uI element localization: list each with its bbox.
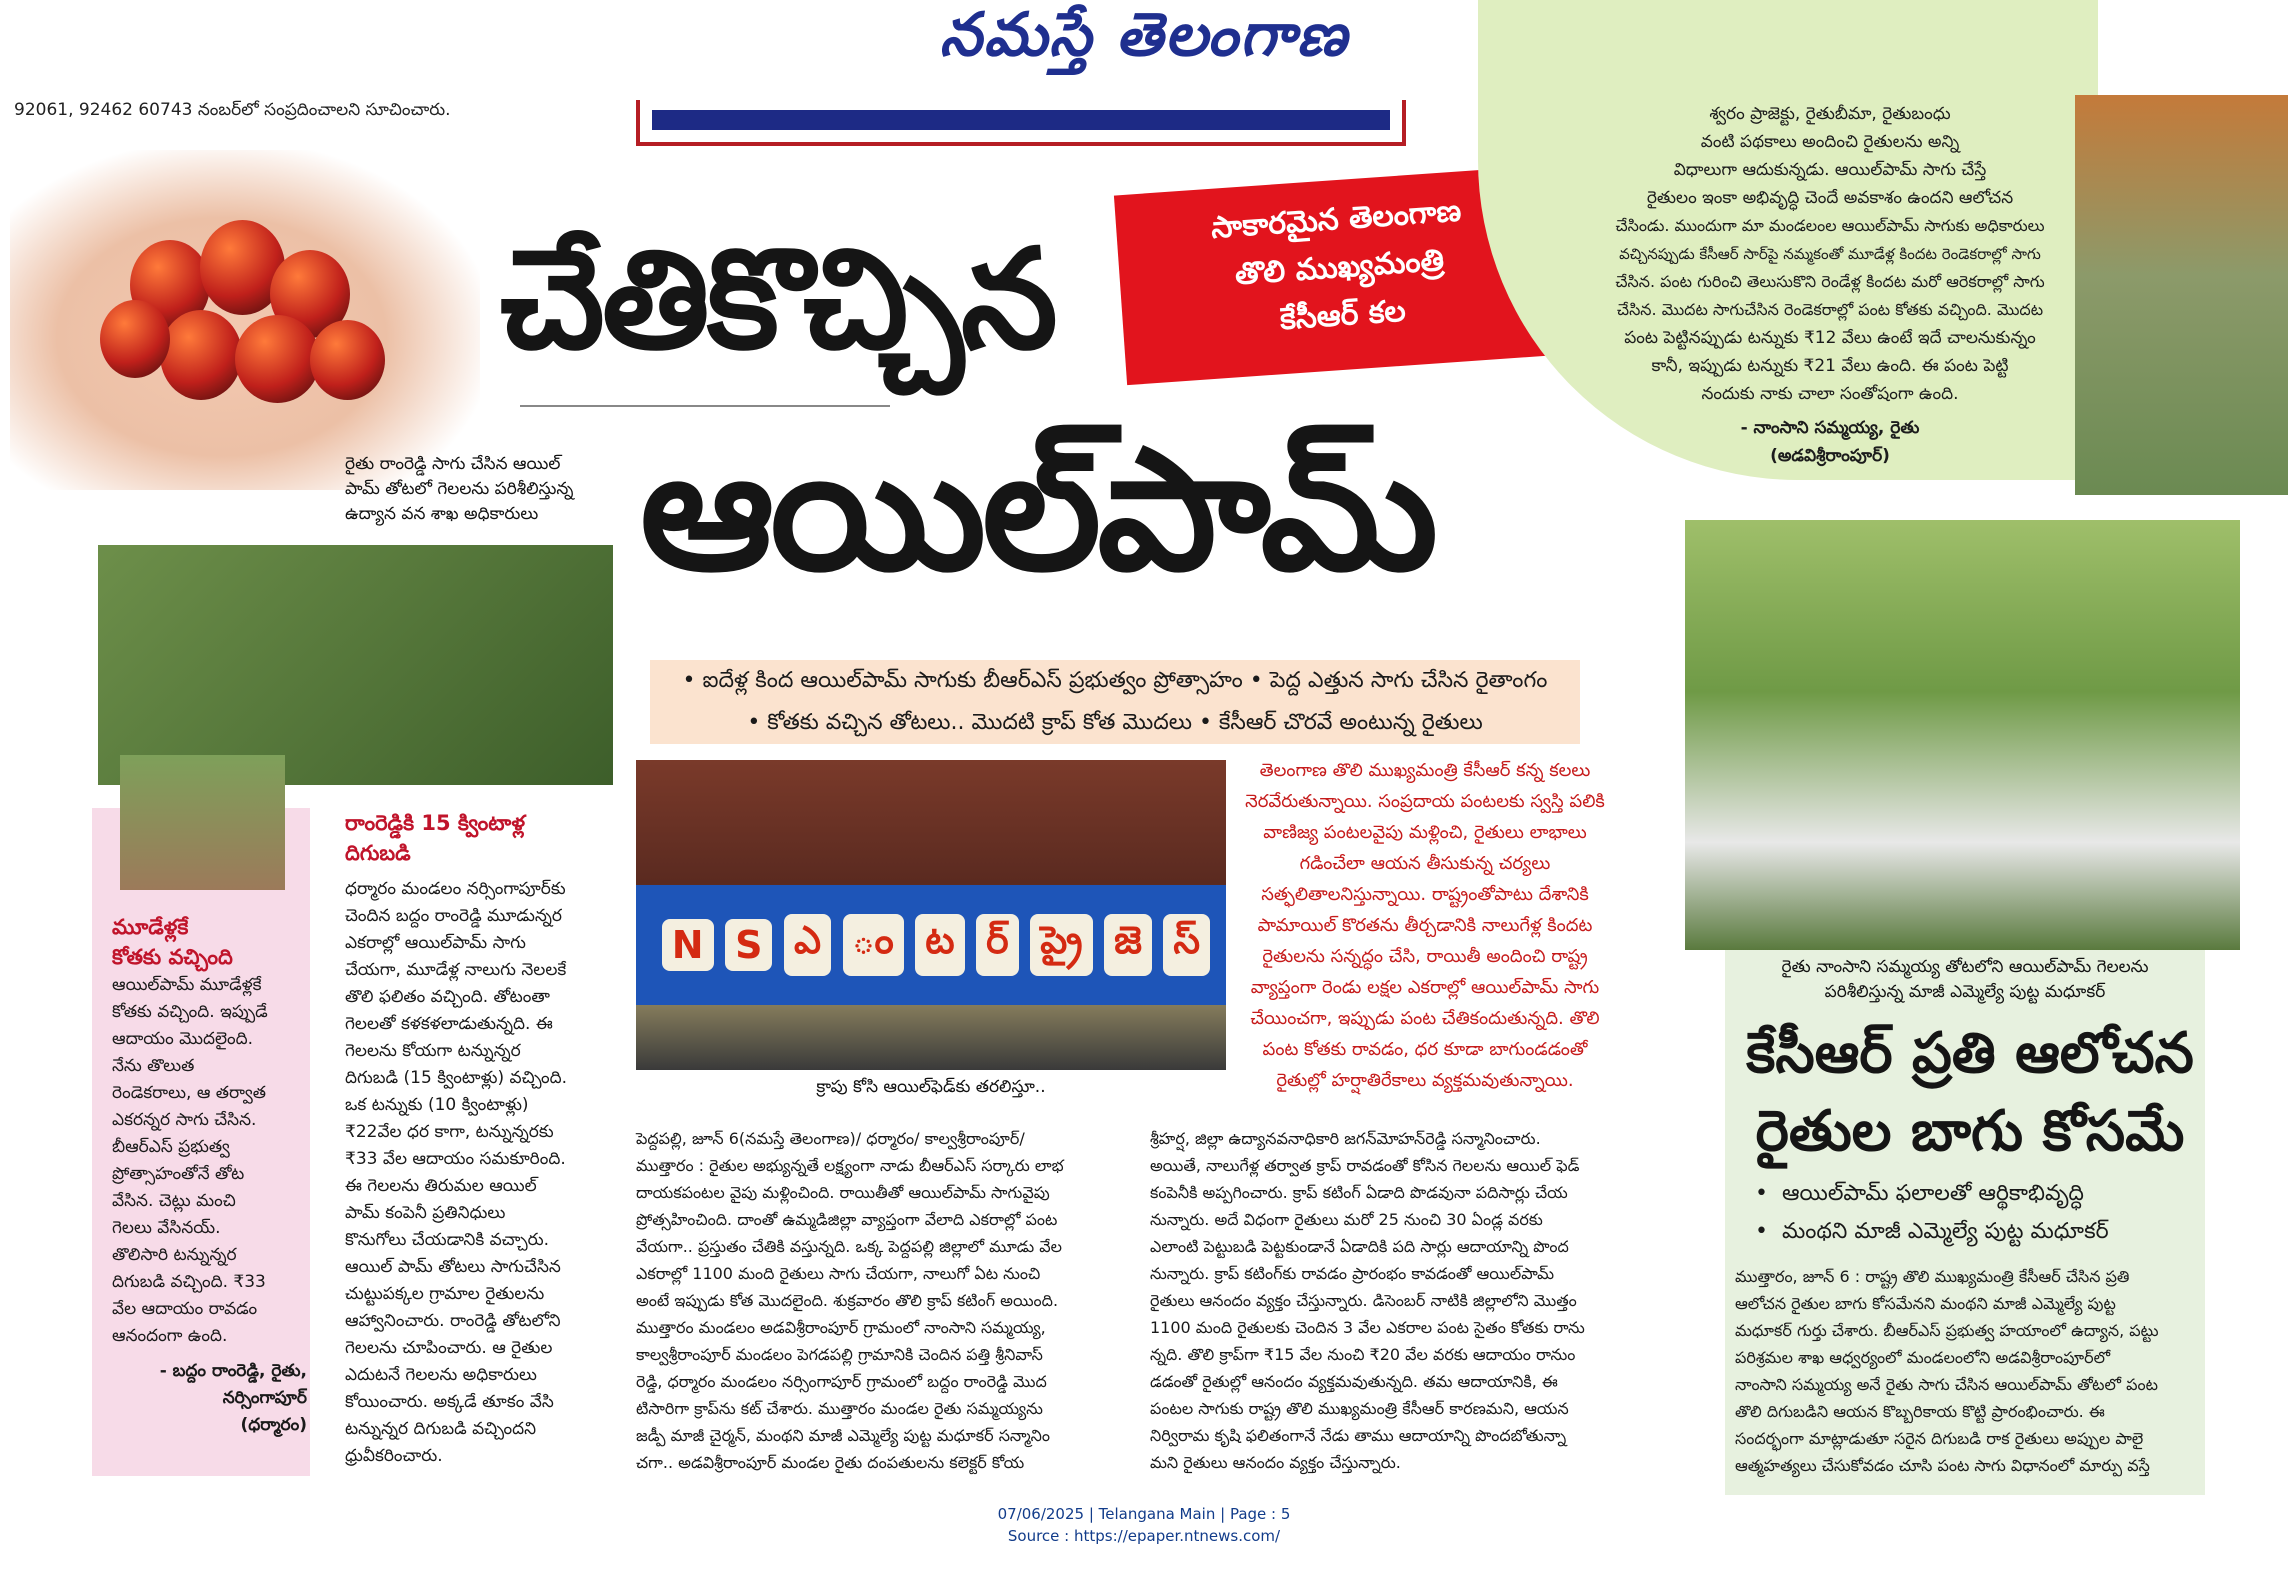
intro-line: చేయించగా, ఇప్పుడు పంట చేతికందుతున్నది. తొలి xyxy=(1250,1008,1600,1029)
body-line: ఆత్మహత్యలు చేసుకోవడం చూసి పంట సాగు విధానంలో మార్పు వస్తే xyxy=(1735,1456,2150,1475)
sidebar-line: బీఆర్‌ఎస్ ప్రభుత్వ xyxy=(112,1137,230,1157)
sidebar-line: వేల ఆదాయం రావడం xyxy=(112,1299,258,1319)
story-line: కొనుగోలు చేయడానికి వచ్చారు. xyxy=(345,1230,550,1250)
truck-letter: ట xyxy=(915,914,964,976)
quote-line: శ్వరం ప్రాజెక్టు, రైతుబీమా, రైతుబంధు xyxy=(1709,104,1951,124)
truck-letter: ం xyxy=(843,914,904,976)
sidebar-heading: మూడేళ్లకే xyxy=(112,915,189,939)
body-line: ముత్తారం, జూన్ 6 : రాష్ట్ర తొలి ముఖ్యమంత్రి కేసీఆర్ చేసిన ప్రతి xyxy=(1735,1267,2130,1286)
caption-line: రైతు రాంరెడ్డి సాగు చేసిన ఆయిల్ xyxy=(345,454,561,474)
main-story-col1 xyxy=(636,1125,1126,1476)
body-line: అయితే, నాలుగేళ్ల తర్వాత క్రాప్ రావడంతో కోసిన గెలలను ఆయిల్ ఫెడ్ xyxy=(1150,1156,1580,1175)
body-line: నున్నారు. క్రాప్ కటింగ్‌కు రావడం ప్రారంభం కావడంతో ఆయిల్‌పామ్ xyxy=(1150,1264,1555,1283)
sidebar-attribution: - బద్దం రాంరెడ్డి, రైతు, xyxy=(159,1361,307,1381)
summary-pill-1: • ఐదేళ్ల కింద ఆయిల్‌పామ్ సాగుకు బీఆర్‌ఎస్ ప్రభుత్వం ప్రోత్సాహం • పెద్ద ఎత్తున సాగు చేసిన రైతాంగం xyxy=(650,660,1580,702)
quote-line: చేసిన. పంట గురించి తెలుసుకొని రెండేళ్ల కిందట మరో ఆరెకరాల్లో సాగు xyxy=(1615,272,2045,291)
sidebar-content xyxy=(112,912,307,1439)
story-heading: రాంరెడ్డికి 15 క్వింటాళ్ల xyxy=(345,811,526,835)
quote-attribution: - నాంసాని సమ్మయ్య, రైతు xyxy=(1740,418,1920,438)
quote-line: వచ్చినప్పుడు కేసీఆర్ సార్‌పై నమ్మకంతో మూడేళ్ల కిందట రెండెకరాల్లో సాగు xyxy=(1619,245,2041,263)
body-line: జడ్పీ మాజీ చైర్మన్, మంథని మాజీ ఎమ్మెల్యే పుట్ట మధూకర్ సన్మానిం xyxy=(636,1426,1050,1445)
bullet-item xyxy=(1755,1213,2195,1251)
body-line: 1100 మంది రైతులకు చెందిన 3 వేల ఎకరాల పంట సైతం కోతకు రాను xyxy=(1150,1318,1585,1337)
intro-line: వ్యాప్తంగా రెండు లక్షల ఎకరాల్లో ఆయిల్‌పామ్ సాగు xyxy=(1250,977,1600,998)
headline-line1: చేతికొచ్చిన xyxy=(500,219,1055,380)
bullet-item xyxy=(1755,1175,2195,1213)
story-line: ₹22వేల ధర కాగా, టన్నున్నరకు xyxy=(345,1122,554,1142)
story-line: గెలలతో కళకళలాడుతున్నది. ఈ xyxy=(345,1014,553,1034)
story-line: దిగుబడి (15 క్వింటాళ్లు) వచ్చింది. xyxy=(345,1068,568,1088)
quote-line: నందుకు నాకు చాలా సంతోషంగా ఉంది. xyxy=(1701,384,1959,404)
story-line: ఎకరాల్లో ఆయిల్‌పామ్ సాగు xyxy=(345,933,526,953)
bullet-dot-icon: • xyxy=(1755,1219,1782,1244)
story-line: ఒక టన్నుకు (10 క్వింటాళ్లు) xyxy=(345,1095,529,1115)
farmer-quote-text xyxy=(1570,100,2090,470)
story-line: ఎదుటనే గెలలను అధికారులు xyxy=(345,1365,537,1385)
banner-line-2: తొలి ముఖ్యమంత్రి xyxy=(1233,242,1446,293)
sidebar-line: ఆయిల్‌పామ్ మూడేళ్లకే xyxy=(112,975,262,995)
body-line: పెద్దపల్లి, జూన్ 6(నమస్తే తెలంగాణ)/ ధర్మారం/ కాల్వశ్రీరాంపూర్/ xyxy=(636,1129,1025,1148)
story-line: ధర్మారం మండలం నర్సింగాపూర్‌కు xyxy=(345,879,566,899)
body-line: మధూకర్ గుర్తు చేశారు. బీఆర్‌ఎస్ ప్రభుత్వ హయాంలో ఉద్యాన, పట్టు xyxy=(1735,1321,2159,1340)
truck-letter: ఎ xyxy=(784,914,831,976)
truck-lettering xyxy=(656,910,1216,980)
body-line: సందర్భంగా మాట్లాడుతూ సరైన దిగుబడి రాక రైతులు అప్పుల పాలై xyxy=(1735,1429,2144,1448)
body-line: కాల్వశ్రీరాంపూర్ మండలం పెగడపల్లి గ్రామానికి చెందిన పత్తి శ్రీనివాస్ xyxy=(636,1345,1043,1364)
header-rule xyxy=(636,100,1406,146)
body-line: న్నది. తొలి క్రాప్‌గా ₹15 వేల నుంచి ₹20 వేల వరకు ఆదాయం రానుం xyxy=(1150,1345,1576,1364)
story-line: గెలలను చూపించారు. ఆ రైతుల xyxy=(345,1338,553,1358)
story-line: చెందిన బద్దం రాంరెడ్డి మూడున్నర xyxy=(345,906,562,926)
quote-place: (అడవిశ్రీరాంపూర్) xyxy=(1770,446,1890,466)
caption-line: పరిశీలిస్తున్న మాజీ ఎమ్మెల్యే పుట్ట మధూకర్ xyxy=(1824,982,2106,1002)
story-line: ఆయిల్ పామ్ తోటలు సాగుచేసిన xyxy=(345,1257,561,1277)
body-line: నిర్విరామ కృషి ఫలితంగానే నేడు తాము ఆదాయాన్ని పొందబోతున్నా xyxy=(1150,1426,1567,1445)
palm-fruit-photo xyxy=(10,150,480,490)
right-photo-caption xyxy=(1725,955,2205,1005)
sidebar-line: ఆనందంగా ఉంది. xyxy=(112,1326,228,1346)
body-line: తొలి దిగుబడిని ఆయన కొబ్బరికాయ కొట్టి ప్రారంభించారు. ఈ xyxy=(1735,1402,2105,1421)
red-intro xyxy=(1240,755,1610,1096)
story-line: చేయగా, మూడేళ్ల నాలుగు నెలలకే xyxy=(345,960,567,980)
story-line: కోయించారు. అక్కడే తూకం వేసి xyxy=(345,1392,554,1412)
bullet-text: మంథని మాజీ ఎమ్మెల్యే పుట్ట మధూకర్ xyxy=(1781,1219,2109,1244)
quote-line: వంటి పథకాలు అందించి రైతులను అన్ని xyxy=(1700,132,1960,152)
body-line: శ్రీహర్ష, జిల్లా ఉద్యానవనాధికారి జగన్‌మోహన్‌రెడ్డి సన్మానించారు. xyxy=(1150,1129,1541,1148)
body-line: టిసారిగా క్రాప్‌ను కట్ చేశారు. ముత్తారం మండల రైతు సమ్మయ్యను xyxy=(636,1399,1043,1418)
quote-line: రైతులం ఇంకా అభివృద్ధి చెందే అవకాశం ఉందని ఆలోచన xyxy=(1646,188,2014,208)
body-line: డడంతో రైతుల్లో ఆనందం వ్యక్తమవుతున్నది. తమ ఆదాయానికి, ఈ xyxy=(1150,1372,1558,1391)
caption-line: రైతు నాంసాని సమ్మయ్య తోటలోని ఆయిల్‌పామ్ గెలలను xyxy=(1781,957,2149,977)
sidebar-line: ఎకరన్నర సాగు చేసిన. xyxy=(112,1110,257,1130)
story-line: ₹33 వేల ఆదాయం సమకూరింది. xyxy=(345,1149,566,1169)
story-line: ఈ గెలలను తిరుమల ఆయిల్ xyxy=(345,1176,537,1196)
intro-line: గడించేలా ఆయన తీసుకున్న చర్యలు xyxy=(1299,853,1551,874)
story-line: గెలలను కోయగా టన్నున్నర xyxy=(345,1041,521,1061)
truck-letter: ర్ xyxy=(976,914,1019,976)
story-line: ఆహ్వానించారు. రాంరెడ్డి తోటలోని xyxy=(345,1311,561,1331)
body-line: ఎలాంటి పెట్టుబడి పెట్టకుండానే ఏడాదికి పది సార్లు ఆదాయాన్ని పొంద xyxy=(1150,1237,1569,1256)
farmer-photo-right xyxy=(2075,95,2288,495)
story-heading: దిగుబడి xyxy=(345,841,411,865)
body-line: ఆలోచన రైతుల బాగు కోసమేనని మంథని మాజీ ఎమ్మెల్యే పుట్ట xyxy=(1735,1294,2116,1313)
story-line: చుట్టుపక్కల గ్రామాల రైతులను xyxy=(345,1284,545,1304)
quote-line: చేసిన. మొదట సాగుచేసిన రెండెకరాల్లో పంట కోతకు వచ్చింది. మొదట xyxy=(1616,300,2044,319)
intro-line: రైతుల్లో హర్షాతిరేకాలు వ్యక్తమవుతున్నాయి. xyxy=(1276,1070,1574,1091)
officers-photo xyxy=(98,545,613,785)
right-story-body xyxy=(1735,1263,2205,1479)
truck-letter: ప్రై xyxy=(1030,914,1092,976)
sidebar-line: ఆదాయం మొదలైంది. xyxy=(112,1029,254,1049)
body-line: ఎకరాల్లో 1100 మంది రైతులు సాగు చేయగా, నాలుగో ఏట నుంచి xyxy=(636,1264,1041,1283)
footer-source-link[interactable]: Source : https://epaper.ntnews.com/ xyxy=(1007,1527,1281,1545)
headline-divider xyxy=(520,405,890,407)
sidebar-heading: కోతకు వచ్చింది xyxy=(112,945,233,969)
sidebar-line: ప్రోత్సాహంతోనే తోట xyxy=(112,1164,245,1184)
ex-mla-photo xyxy=(1685,520,2240,950)
sidebar-line: నేను తొలుత xyxy=(112,1056,195,1076)
quote-line: విధాలుగా ఆదుకున్నడు. ఆయిల్‌పామ్ సాగు చేస్తే xyxy=(1673,160,1987,180)
footer-date: 07/06/2025 | Telangana Main | Page : 5 xyxy=(997,1505,1291,1523)
story-line: పామ్ కంపెనీ ప్రతినిధులు xyxy=(345,1203,506,1223)
body-line: చగా.. అడవిశ్రీరాంపూర్ మండల రైతు దంపతులను కలెక్టర్ కోయ xyxy=(636,1453,1025,1472)
truck-letter: S xyxy=(725,919,772,971)
story-line: టన్నున్నర దిగుబడి వచ్చిందని xyxy=(345,1419,537,1439)
quote-line: కానీ, ఇప్పుడు టన్నుకు ₹21 వేలు ఉంది. ఈ పంట పెట్టి xyxy=(1651,356,2009,376)
intro-line: రైతులను సన్నద్ధం చేసి, రాయితీ అందించి రాష్ట్ర xyxy=(1262,946,1588,967)
truck-letter: జె xyxy=(1104,914,1152,976)
body-line: నాంసాని సమ్మయ్య అనే రైతు సాగు చేసిన ఆయిల్‌పామ్ తోటలో పంట xyxy=(1735,1375,2158,1394)
caption-line: ఉద్యాన వన శాఖ అధికారులు xyxy=(345,504,539,524)
intro-line: నెరవేరుతున్నాయి. సంప్రదాయ పంటలకు స్వస్తి పలికి xyxy=(1245,791,1605,812)
banner-line-3: కేసీఆర్ కల xyxy=(1278,293,1407,338)
farmer-ramreddy-photo xyxy=(120,755,285,890)
right-story-bullets xyxy=(1755,1175,2195,1251)
newspaper-title: నమస్తే తెలంగాణ xyxy=(939,0,1349,70)
right-story-headline xyxy=(1735,1015,2205,1171)
banner-line-1: సాకారమైన తెలంగాణ xyxy=(1209,193,1463,246)
body-line: కంపెనీకి అప్పగించారు. క్రాప్ కటింగ్ ఏడాది పొడవునా పదిసార్లు చేయ xyxy=(1150,1183,1568,1202)
truck-caption: క్రాపు కోసి ఆయిల్‌ఫెడ్‌కు తరలిస్తూ.. xyxy=(816,1077,1046,1097)
sidebar-place: నర్సింగాపూర్ xyxy=(222,1388,307,1408)
ramreddy-story xyxy=(345,808,615,1470)
bullet-text: ఆయిల్‌పామ్ ఫలాలతో ఆర్థికాభివృద్ధి xyxy=(1781,1181,2084,1206)
body-line: ముత్తారం : రైతుల అభ్యున్నతే లక్ష్యంగా నాడు బీఆర్‌ఎస్ సర్కారు లాభ xyxy=(636,1156,1064,1175)
summary-pill-2: • కోతకు వచ్చిన తోటలు.. మొదటి క్రాప్ కోత మొదలు • కేసీఆర్ చొరవే అంటున్న రైతులు xyxy=(650,702,1580,744)
footer xyxy=(0,1503,2288,1547)
story-line: తొలి ఫలితం వచ్చింది. తోటంతా xyxy=(345,987,550,1007)
truck-letter: N xyxy=(662,919,714,971)
quote-line: పంట పెట్టినప్పుడు టన్నుకు ₹12 వేలు ఉంటే ఇదే చాలనుకున్నం xyxy=(1624,328,2036,348)
body-line: రైతులు ఆనందం వ్యక్తం చేస్తున్నారు. డిసెంబర్ నాటికి జిల్లాలోని మొత్తం xyxy=(1150,1291,1577,1310)
bullet-dot-icon: • xyxy=(1755,1181,1782,1206)
intro-line: పామాయిల్ కొరతను తీర్చడానికి నాలుగేళ్ల కిందట xyxy=(1257,915,1593,936)
body-line: మని రైతులు ఆనందం వ్యక్తం చేస్తున్నారు. xyxy=(1150,1453,1401,1472)
headline-line2: ఆయిల్‌పామ్ xyxy=(640,412,1435,608)
body-line: ప్రోత్సహించింది. దాంతో ఉమ్మడిజిల్లా వ్యాప్తంగా వేలాది ఎకరాల్లో పంట xyxy=(636,1210,1058,1229)
sidebar-line: వేసిన. చెట్లు మంచి xyxy=(112,1191,236,1211)
body-line: దాయకపంటల వైపు మళ్లించింది. రాయితీతో ఆయిల్‌పామ్ సాగువైపు xyxy=(636,1183,1050,1202)
body-line: రెడ్డి, ధర్మారం మండలం నర్సింగాపూర్ గ్రామంలో బద్దం రాంరెడ్డి మొద xyxy=(636,1372,1047,1391)
left-photo-caption xyxy=(345,452,615,527)
body-line: నున్నారు. అదే విధంగా రైతులు మరో 25 నుంచి 30 ఏండ్ల వరకు xyxy=(1150,1210,1543,1229)
sidebar-line: గెలలు వేసినయ్. xyxy=(112,1218,221,1238)
truck-photo xyxy=(636,760,1226,1070)
body-line: పంటల సాగుకు రాష్ట్ర తొలి ముఖ్యమంత్రి కేసీఆర్ కారణమని, ఆయన xyxy=(1150,1399,1569,1418)
intro-line: వాణిజ్య పంటలవైపు మళ్లించి, రైతులు లాభాలు xyxy=(1263,822,1587,843)
body-line: ముత్తారం మండలం అడవిశ్రీరాంపూర్ గ్రామంలో నాంసాని సమ్మయ్య, xyxy=(636,1318,1046,1337)
caption-line: పామ్ తోటలో గెలలను పరిశీలిస్తున్న xyxy=(345,479,574,499)
top-note: 92061, 92462 60743 నంబర్‌లో సంప్రదించాలని సూచించారు. xyxy=(14,100,451,120)
intro-line: పంట కోతకు రావడం, ధర కూడా బాగుండడంతో xyxy=(1262,1039,1588,1060)
sidebar-place: (ధర్మారం) xyxy=(240,1415,307,1435)
body-line: పరిశ్రమల శాఖ ఆధ్వర్యంలో మండలంలోని అడవిశ్రీరాంపూర్‌లో xyxy=(1735,1348,2111,1367)
body-line: వేయగా.. ప్రస్తుతం చేతికి వస్తున్నది. ఒక్క పెద్దపల్లి జిల్లాలో మూడు వేల xyxy=(636,1237,1062,1256)
body-line: అంటే ఇప్పుడు కోత మొదలైంది. శుక్రవారం తొలి క్రాప్ కటింగ్ అయింది. xyxy=(636,1291,1059,1310)
right-headline-line: కేసీఆర్ ప్రతి ఆలోచన xyxy=(1746,1021,2194,1086)
sidebar-line: రెండెకరాలు, ఆ తర్వాత xyxy=(112,1083,266,1103)
intro-line: తెలంగాణ తొలి ముఖ్యమంత్రి కేసీఆర్ కన్న కలలు xyxy=(1259,760,1591,781)
quote-line: చేసిండు. ముందుగా మా మండలంల ఆయిల్‌పామ్ సాగుకు అధికారులు xyxy=(1615,216,2045,235)
sidebar-line: తొలిసారి టన్నున్నర xyxy=(112,1245,237,1265)
right-headline-line: రైతుల బాగు కోసమే xyxy=(1755,1099,2185,1164)
intro-line: సత్ఫలితాలనిస్తున్నాయి. రాష్ట్రంతోపాటు దేశానికి xyxy=(1261,884,1589,905)
sidebar-line: దిగుబడి వచ్చింది. ₹33 xyxy=(112,1272,266,1292)
story-line: ధ్రువీకరించారు. xyxy=(345,1446,443,1466)
main-story-col2 xyxy=(1150,1125,1650,1476)
truck-letter: స్ xyxy=(1163,914,1210,976)
sidebar-line: కోతకు వచ్చింది. ఇప్పుడే xyxy=(112,1002,268,1022)
